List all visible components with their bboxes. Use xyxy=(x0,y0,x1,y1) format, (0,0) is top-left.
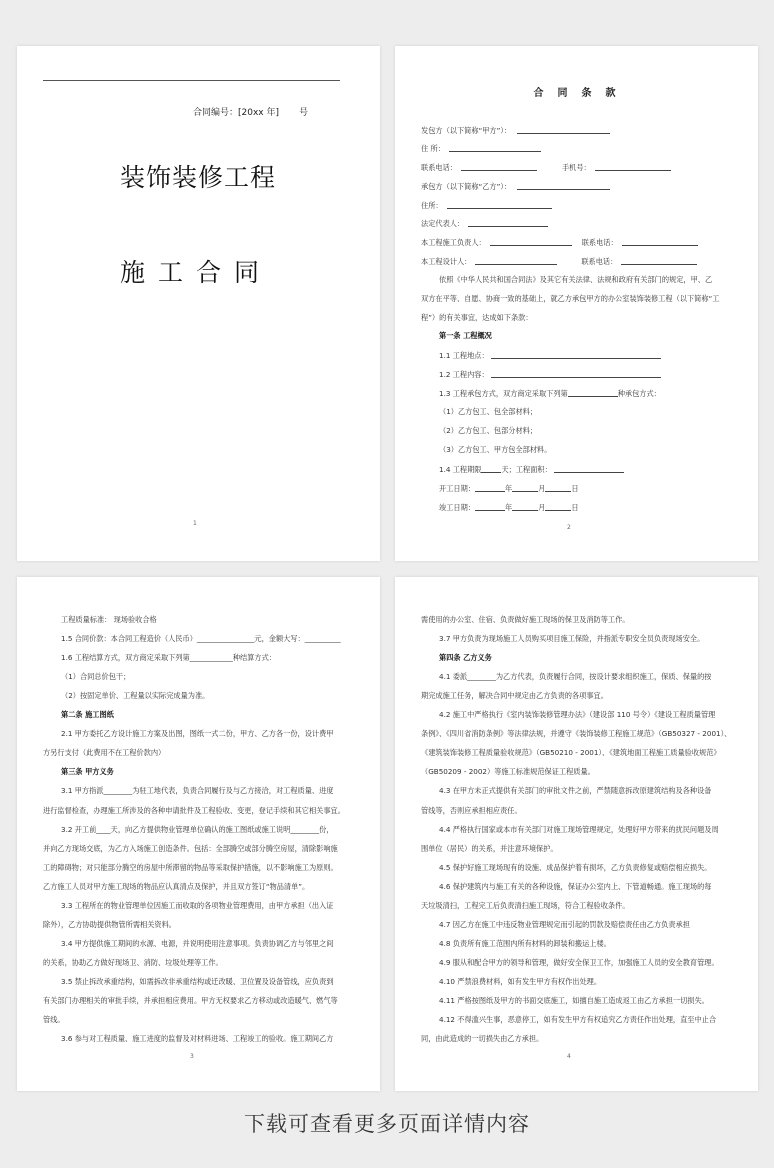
body-line: 的关系，协助乙方做好现场卫、消防、垃圾处理等工作。 xyxy=(43,957,223,967)
body-line: 3.4 甲方提供施工期间的水源、电源，并说明使用注意事项。负责协调乙方与邻里之间 xyxy=(61,938,334,948)
page-number: 4 xyxy=(567,1053,571,1060)
page-number: 3 xyxy=(190,1053,194,1060)
body-line: 1.5 合同价款：本合同工程造价（人民币）________________元，金额大写：__________ xyxy=(61,634,341,644)
contract-number: 合同编号：[20xx 年] 号 xyxy=(193,108,309,118)
option-2: （2）乙方包工、包部分材料； xyxy=(439,426,538,435)
body-line: 工的障碍物；对只能部分腾空的房屋中所滞留的物品等采取保护措施，以不影响施工为原则。 xyxy=(43,862,338,872)
intro-line-2: 双方在平等、自愿、协商一致的基础上，就乙方承包甲方的办公室装饰装修工程（以下简称“工 xyxy=(421,294,720,303)
body-line: 4.1 委派________为乙方代表，负责履行合同，按设计要求组织施工，保质、保量的按 xyxy=(439,672,712,682)
body-line: 进行监督检查，办理施工所涉及的各种申请批件及工程验收、变更，登记手续和其它相关事宜。 xyxy=(43,805,345,815)
party-b-line: 承包方（以下简称“乙方”）： xyxy=(421,181,610,191)
start-date: 开工日期： 年 月 日 xyxy=(439,484,579,493)
body-line: 同，由此造成的一切损失由乙方承担。 xyxy=(421,1034,544,1044)
body-line: 4.10 严禁浪费材料，如有发生甲方有权作出处理。 xyxy=(439,976,602,986)
body-line: 《建筑装饰装修工程质量验收规范》（GB50210 - 2001）、《建筑地面工程施工质量验收规范》 xyxy=(421,748,721,758)
body-line: 4.2 施工中严格执行《室内装饰装修管理办法》（建设部 110 号令）《建设工程质量管理 xyxy=(439,710,716,720)
body-line: 4.3 在甲方未正式提供有关部门的审批文件之前，严禁随意拆改原建筑结构及各种设备 xyxy=(439,786,712,796)
body-line: 4.7 因乙方在施工中违反物业管理规定而引起的罚款及赔偿责任由乙方负责承担 xyxy=(439,919,690,929)
phone-line: 联系电话： 手机号： xyxy=(421,162,671,172)
article-heading: 第三条 甲方义务 xyxy=(61,767,114,777)
clause-1-2: 1.2 工程内容： xyxy=(439,369,661,379)
body-line: 4.9 服从和配合甲方的领导和管理，做好安全保卫工作，加强施工人员的安全教育管理。 xyxy=(439,957,719,967)
designer-line: 本工程设计人： 联系电话： xyxy=(421,256,697,266)
body-line: 3.6 参与对工程质量、施工进度的监督及对材料进场、工程竣工的验收。施工期间乙方 xyxy=(61,1034,334,1044)
page-3 xyxy=(17,577,380,1091)
body-line: 4.8 负责所有施工范围内所有材料的卸装和搬运上楼。 xyxy=(439,938,611,948)
download-hint: 下载可查看更多页面详情内容 xyxy=(244,1112,530,1136)
manager-line: 本工程施工负责人： 联系电话： xyxy=(421,237,698,247)
body-line: 4.6 保护建筑内与施工有关的各种设施，保证办公室内上、下管道畅通。施工现场的每 xyxy=(439,881,712,891)
body-line: 2.1 甲方委托乙方设计施工方案及出图，图纸一式二份，甲方、乙方各一份，设计费甲 xyxy=(61,729,334,739)
option-1: （1）乙方包工、包全部材料； xyxy=(439,407,538,416)
page-number: 1 xyxy=(193,520,197,527)
cover-title-line2: 施工合同 xyxy=(120,258,273,287)
address-line-1: 住 所： xyxy=(421,143,541,153)
body-line: 条例》、《四川省消防条例》等法律法规，并遵守《装饰装修工程施工规范》（GB50327 - 2001）、 xyxy=(421,729,732,739)
body-line: 3.5 禁止拆改承重结构，如需拆改非承重结构或迁改暖、卫位置及设备管线，应负责到 xyxy=(61,976,334,986)
body-line: 3.2 开工前____天，向乙方提供物业管理单位确认的施工图纸或施工说明________份， xyxy=(61,824,334,834)
body-line: 天垃圾清扫，工程完工后负责清扫施工现场，符合工程验收条件。 xyxy=(421,900,630,910)
article-1-heading: 第一条 工程概况 xyxy=(439,331,492,340)
cover-title-line1: 装饰装修工程 xyxy=(120,163,277,192)
page-2-clauses xyxy=(395,46,758,561)
body-line: 4.4 严格执行国家或本市有关部门对施工现场管理规定，处理好甲方带来的扰民问题及周 xyxy=(439,824,719,834)
body-line: （1）合同总价包干； xyxy=(61,672,131,682)
legal-rep-line: 法定代表人： xyxy=(421,218,548,228)
article-heading: 第四条 乙方义务 xyxy=(439,653,492,663)
intro-line-1: 依照《中华人民共和国合同法》及其它有关法律、法规和政府有关部门的规定，甲、乙 xyxy=(439,275,713,284)
body-line: （GB50209 - 2002）等施工标准规范保证工程质量。 xyxy=(421,767,595,777)
body-line: 3.3 工程所在的物业管理单位因施工而收取的各项物业管理费用，由甲方承担（出入证 xyxy=(61,900,334,910)
end-date: 竣工日期： 年 月 日 xyxy=(439,503,579,512)
body-line: （2）按固定单价、工程量以实际完成量为准。 xyxy=(61,691,210,701)
body-line: 管线等，否则应承担相应责任。 xyxy=(421,805,522,815)
body-line: 4.11 严格按图纸及甲方的书面交底施工，如擅自施工造成返工由乙方承担一切损失。 xyxy=(439,996,709,1005)
body-line: 管线。 xyxy=(43,1015,65,1025)
body-line: 3.1 甲方指派________为驻工地代表，负责合同履行及与乙方接洽，对工程质量、进度 xyxy=(61,786,334,796)
body-line: 方另行支付（此费用不在工程价款内） xyxy=(43,748,166,758)
address-line-2: 住所： xyxy=(421,200,552,210)
body-line: 除外），乙方协助提供物管所需相关资料。 xyxy=(43,919,176,929)
body-line: 期完成施工任务，解决合同中规定由乙方负责的各项事宜。 xyxy=(421,691,608,701)
body-line: 4.5 保护好施工现场现有的设施、成品保护着有损坏，乙方负责修复或赔偿相应损失。 xyxy=(439,862,712,872)
clauses-heading: 合同条款 xyxy=(533,88,630,99)
body-line: 需使用的办公室、住宿、负责做好施工现场的保卫及消防等工作。 xyxy=(421,615,630,624)
page-4 xyxy=(395,577,758,1091)
page-1-cover xyxy=(17,46,380,561)
body-line: 4.12 不得滥兴生事，恶意停工，如有发生甲方有权追究乙方责任作出处理，直至中止合 xyxy=(439,1015,717,1025)
body-line: 1.6 工程结算方式，双方商定采取下列第____________种结算方式： xyxy=(61,653,276,663)
page-number: 2 xyxy=(567,524,571,531)
body-line: 围单位（居民）的关系，并注意环境保护。 xyxy=(421,843,558,853)
option-3: （3）乙方包工、甲方包全部材料。 xyxy=(439,445,552,454)
clause-1-3: 1.3 工程承包方式，双方商定采取下列第 种承包方式： xyxy=(439,389,661,398)
party-a-line: 发包方（以下简称“甲方”）： xyxy=(421,125,610,135)
body-line: 工程质量标准： 现场验收合格 xyxy=(61,615,157,624)
intro-line-3: 程”）的有关事宜，达成如下条款： xyxy=(421,313,533,322)
cover-top-rule xyxy=(43,80,340,81)
body-line: 乙方施工人员对甲方施工现场的物品应认真清点及保护，并且双方签订“物品清单”。 xyxy=(43,881,310,891)
body-line: 3.7 甲方负责为现场施工人员购买项目施工保险，并指派专职安全员负责现场安全。 xyxy=(439,634,705,644)
clause-1-4: 1.4 工程期限 天；工程面积： xyxy=(439,464,624,474)
clause-1-1: 1.1 工程地点： xyxy=(439,350,661,360)
body-line: 并向乙方现场交底，为乙方入场施工创造条件。包括：全部腾空或部分腾空房屋，清除影响施 xyxy=(43,843,338,853)
body-line: 有关部门办理相关的审批手续，并承担相应费用。甲方无权要求乙方移动或改造暖气、燃气等 xyxy=(43,996,338,1005)
article-heading: 第二条 施工图纸 xyxy=(61,710,114,720)
